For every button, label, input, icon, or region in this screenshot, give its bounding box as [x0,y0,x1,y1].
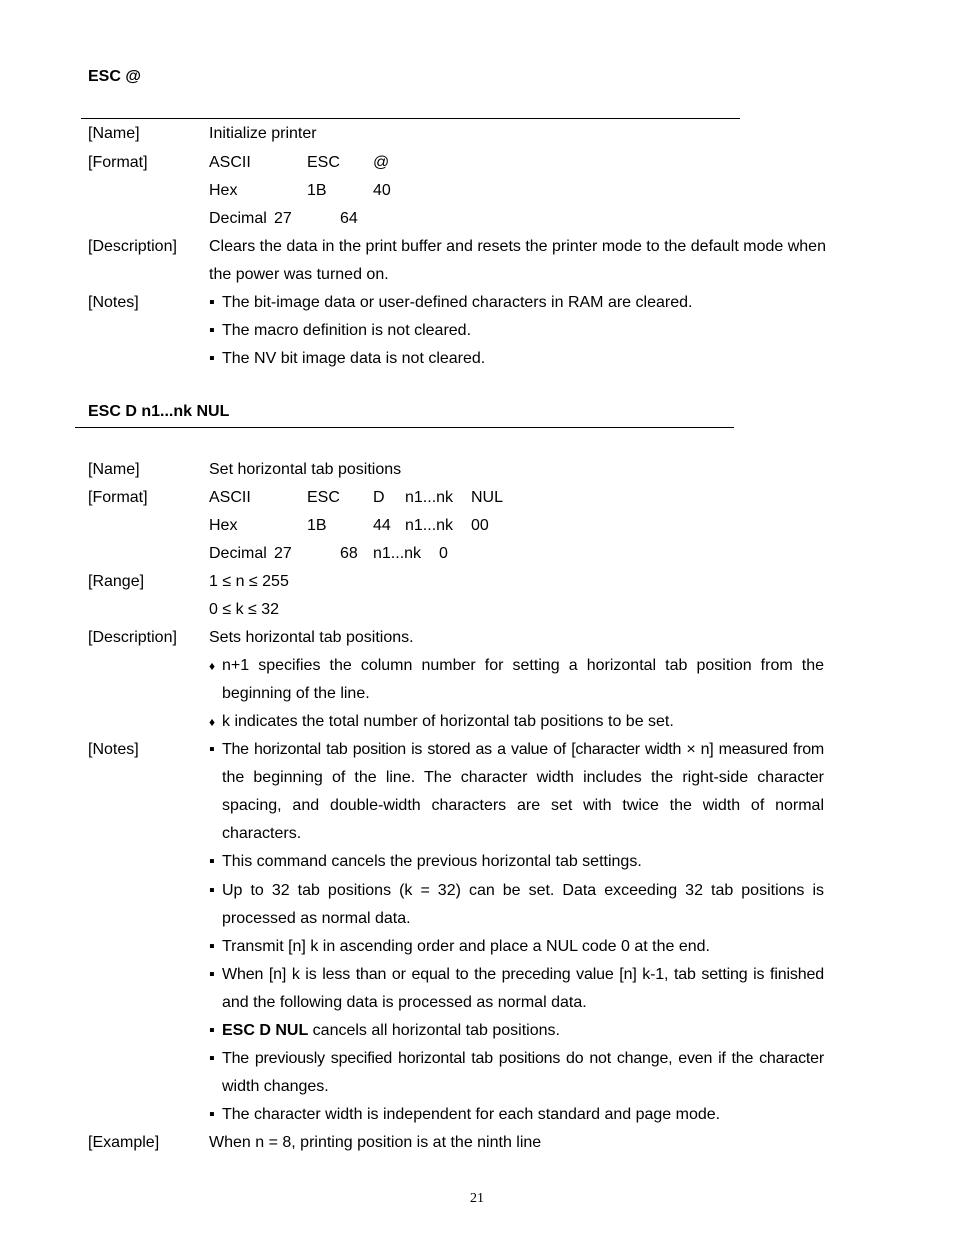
format-decimal-label: Decimal [209,545,267,562]
note-item: characters. [222,825,302,842]
note-item: processed as normal data. [222,910,411,927]
command-emphasis: ESC D NUL [222,1022,309,1039]
format-label: [Format] [88,489,148,506]
description-label: [Description] [88,629,177,646]
note-item [222,1021,560,1041]
note-item: spacing, and double-width characters are set with twice the width of normal [222,797,824,814]
description-label: [Description] [88,238,177,255]
format-ascii-label: ASCII [209,154,251,171]
note-item: The bit-image data or user-defined characters in RAM are cleared. [222,294,693,311]
format-decimal-value: 64 [340,210,358,227]
note-item: the beginning of the line. The character width includes the right-side character [222,769,824,786]
format-ascii-value: ESC [307,489,340,506]
description-item: n+1 specifies the column number for setting a horizontal tab position from the [222,657,824,674]
bullet-icon: ▪ [209,853,215,870]
format-hex-value: 1B [307,517,327,534]
format-decimal-label: Decimal [209,210,267,227]
format-hex-value: 00 [471,517,489,534]
description-text: Clears the data in the print buffer and resets the printer mode to the default mode when [209,238,826,255]
bullet-icon: ▪ [209,966,215,983]
diamond-bullet-icon: ♦ [209,715,216,729]
description-item: beginning of the line. [222,685,370,702]
diamond-bullet-icon: ♦ [209,659,216,673]
bullet-icon: ▪ [209,322,215,339]
description-text: the power was turned on. [209,266,389,283]
format-decimal-value: 27 [274,545,292,562]
section-title-esc-at: ESC @ [88,68,141,85]
range-value: 0 ≤ k ≤ 32 [209,601,280,618]
bullet-icon: ▪ [209,938,215,955]
format-hex-value: n1...nk [405,517,454,534]
format-ascii-value: ESC [307,154,340,171]
note-item: The character width is independent for each standard and page mode. [222,1106,721,1123]
note-item: width changes. [222,1078,329,1095]
example-text: When n = 8, printing position is at the ninth line [209,1134,542,1151]
format-ascii-value: n1...nk [405,489,454,506]
bullet-icon: ▪ [209,741,215,758]
note-item: The horizontal tab position is stored as a value of [character width × n] measured from [222,741,824,758]
description-text: Sets horizontal tab positions. [209,629,414,646]
notes-label: [Notes] [88,741,139,758]
format-decimal-value: n1...nk [373,545,422,562]
format-ascii-value: @ [373,154,390,171]
bullet-icon: ▪ [209,882,215,899]
format-decimal-value: 0 [439,545,448,562]
page-number: 21 [470,1191,484,1206]
section-divider [75,427,734,428]
format-hex-value: 1B [307,182,327,199]
note-item: and the following data is processed as normal data. [222,994,587,1011]
format-ascii-value: D [373,489,385,506]
range-label: [Range] [88,573,145,590]
note-item: This command cancels the previous horizontal tab settings. [222,853,642,870]
command-name: Set horizontal tab positions [209,461,402,478]
note-item: The previously specified horizontal tab positions do not change, even if the character [222,1050,824,1067]
format-hex-value: 40 [373,182,391,199]
bullet-icon: ▪ [209,1106,215,1123]
bullet-icon: ▪ [209,294,215,311]
format-hex-label: Hex [209,182,238,199]
section-divider [81,118,740,119]
bullet-icon: ▪ [209,1050,215,1067]
notes-label: [Notes] [88,294,139,311]
note-text: cancels all horizontal tab positions. [308,1022,560,1039]
format-decimal-value: 68 [340,545,358,562]
description-item: k indicates the total number of horizontal tab positions to be set. [222,713,674,730]
format-label: [Format] [88,154,148,171]
note-item: Up to 32 tab positions (k = 32) can be set. Data exceeding 32 tab positions is [222,882,824,899]
format-hex-value: 44 [373,517,391,534]
format-ascii-value: NUL [471,489,504,506]
section-title-esc-d: ESC D n1...nk NUL [88,403,230,420]
bullet-icon: ▪ [209,350,215,367]
format-hex-label: Hex [209,517,238,534]
note-item: The NV bit image data is not cleared. [222,350,486,367]
range-value: 1 ≤ n ≤ 255 [209,573,289,590]
format-decimal-value: 27 [274,210,292,227]
example-label: [Example] [88,1134,160,1151]
note-item: Transmit [n] k in ascending order and place a NUL code 0 at the end. [222,938,710,955]
format-ascii-label: ASCII [209,489,251,506]
note-item: When [n] k is less than or equal to the preceding value [n] k-1, tab setting is finished [222,966,824,983]
name-label: [Name] [88,461,140,478]
name-label: [Name] [88,125,140,142]
command-name: Initialize printer [209,125,317,142]
bullet-icon: ▪ [209,1022,215,1039]
note-item: The macro definition is not cleared. [222,322,472,339]
